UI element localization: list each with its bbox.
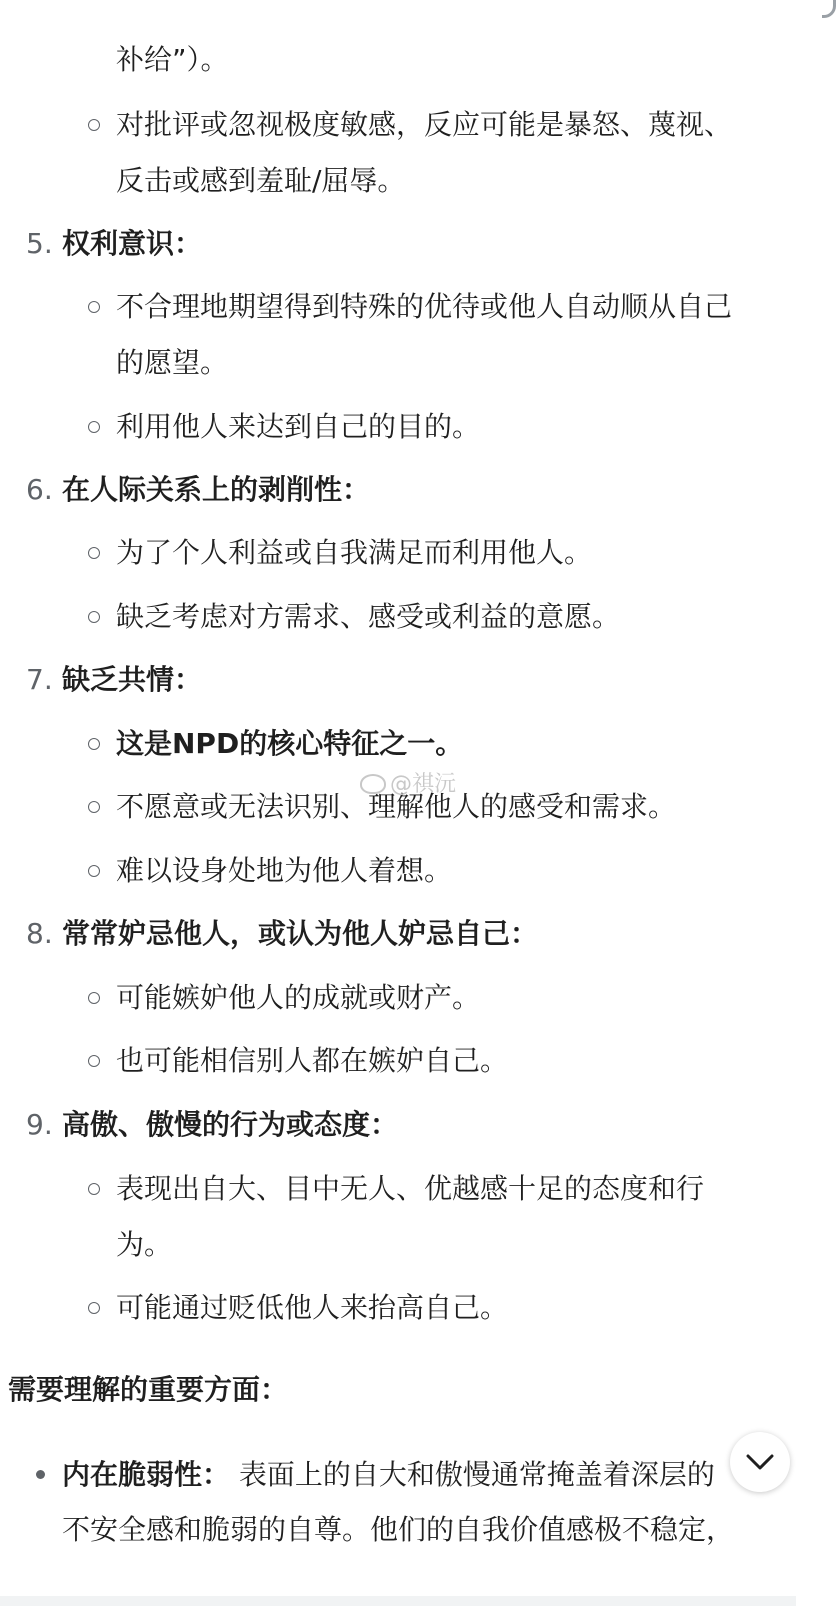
hollow-bullet-icon	[88, 611, 100, 623]
solid-bullet-icon	[36, 1470, 45, 1479]
list-number: 7.	[26, 663, 53, 696]
hollow-bullet-icon	[88, 1055, 100, 1067]
list-number: 9.	[26, 1108, 53, 1141]
sub-item-text: 为了个人利益或自我满足而利用他人。	[116, 536, 593, 569]
hollow-bullet-icon	[88, 865, 100, 877]
hollow-bullet-icon	[88, 119, 100, 131]
bottom-bullet-line	[62, 1455, 715, 1495]
bottom-bullet-label: 内在脆弱性：	[62, 1458, 231, 1491]
hollow-bullet-icon	[88, 992, 100, 1004]
hollow-bullet-icon	[88, 1183, 100, 1195]
hollow-bullet-icon	[88, 1302, 100, 1314]
hollow-bullet-icon	[88, 547, 100, 559]
sub-item-text: 不合理地期望得到特殊的优待或他人自动顺从自己	[116, 290, 733, 323]
hollow-bullet-icon	[88, 421, 100, 433]
sub-item-text: 这是NPD的核心特征之一。	[116, 727, 464, 760]
sub-item-text: 的愿望。	[116, 346, 229, 379]
chevron-down-icon	[745, 1453, 775, 1471]
sub-item-text: 可能通过贬低他人来抬高自己。	[116, 1291, 509, 1324]
bottom-bullet-continuation: 不安全感和脆弱的自尊。他们的自我价值感极不稳定，	[62, 1513, 735, 1546]
hollow-bullet-icon	[88, 801, 100, 813]
weibo-icon	[360, 774, 386, 794]
sub-item-text: 难以设身处地为他人着想。	[116, 854, 453, 887]
scroll-to-bottom-button[interactable]	[730, 1432, 790, 1492]
corner-loader-icon	[822, 0, 836, 18]
sub-item-text: 可能嫉妒他人的成就或财产。	[116, 981, 481, 1014]
sub-item-text: 表现出自大、目中无人、优越感十足的态度和行	[116, 1172, 705, 1205]
list-item-title: 缺乏共情：	[62, 663, 203, 696]
list-item-title: 在人际关系上的剥削性：	[62, 473, 371, 506]
sub-item-text: 反击或感到羞耻/屈辱。	[116, 164, 406, 197]
list-number: 6.	[26, 473, 53, 506]
sub-item-text: 对批评或忽视极度敏感，反应可能是暴怒、蔑视、	[116, 108, 733, 141]
sub-item-text: 利用他人来达到自己的目的。	[116, 410, 481, 443]
bottom-edge-divider	[0, 1596, 796, 1606]
list-item-title: 权利意识：	[62, 227, 203, 260]
hollow-bullet-icon	[88, 738, 100, 750]
continuation-text: 补给”）。	[116, 43, 229, 76]
hollow-bullet-icon	[88, 301, 100, 313]
watermark	[360, 770, 456, 800]
section-heading: 需要理解的重要方面：	[8, 1373, 289, 1406]
bottom-bullet-text: 表面上的自大和傲慢通常掩盖着深层的	[230, 1458, 715, 1491]
list-item-title: 常常妒忌他人，或认为他人妒忌自己：	[62, 917, 539, 950]
sub-item-text: 缺乏考虑对方需求、感受或利益的意愿。	[116, 600, 621, 633]
watermark-text: @祺沅	[390, 772, 457, 797]
list-item-title: 高傲、傲慢的行为或态度：	[62, 1108, 399, 1141]
list-number: 5.	[26, 227, 53, 260]
sub-item-text: 也可能相信别人都在嫉妒自己。	[116, 1044, 509, 1077]
sub-item-text: 不愿意或无法识别、理解他人的感受和需求。	[116, 790, 677, 823]
list-number: 8.	[26, 917, 53, 950]
sub-item-text: 为。	[116, 1228, 173, 1261]
